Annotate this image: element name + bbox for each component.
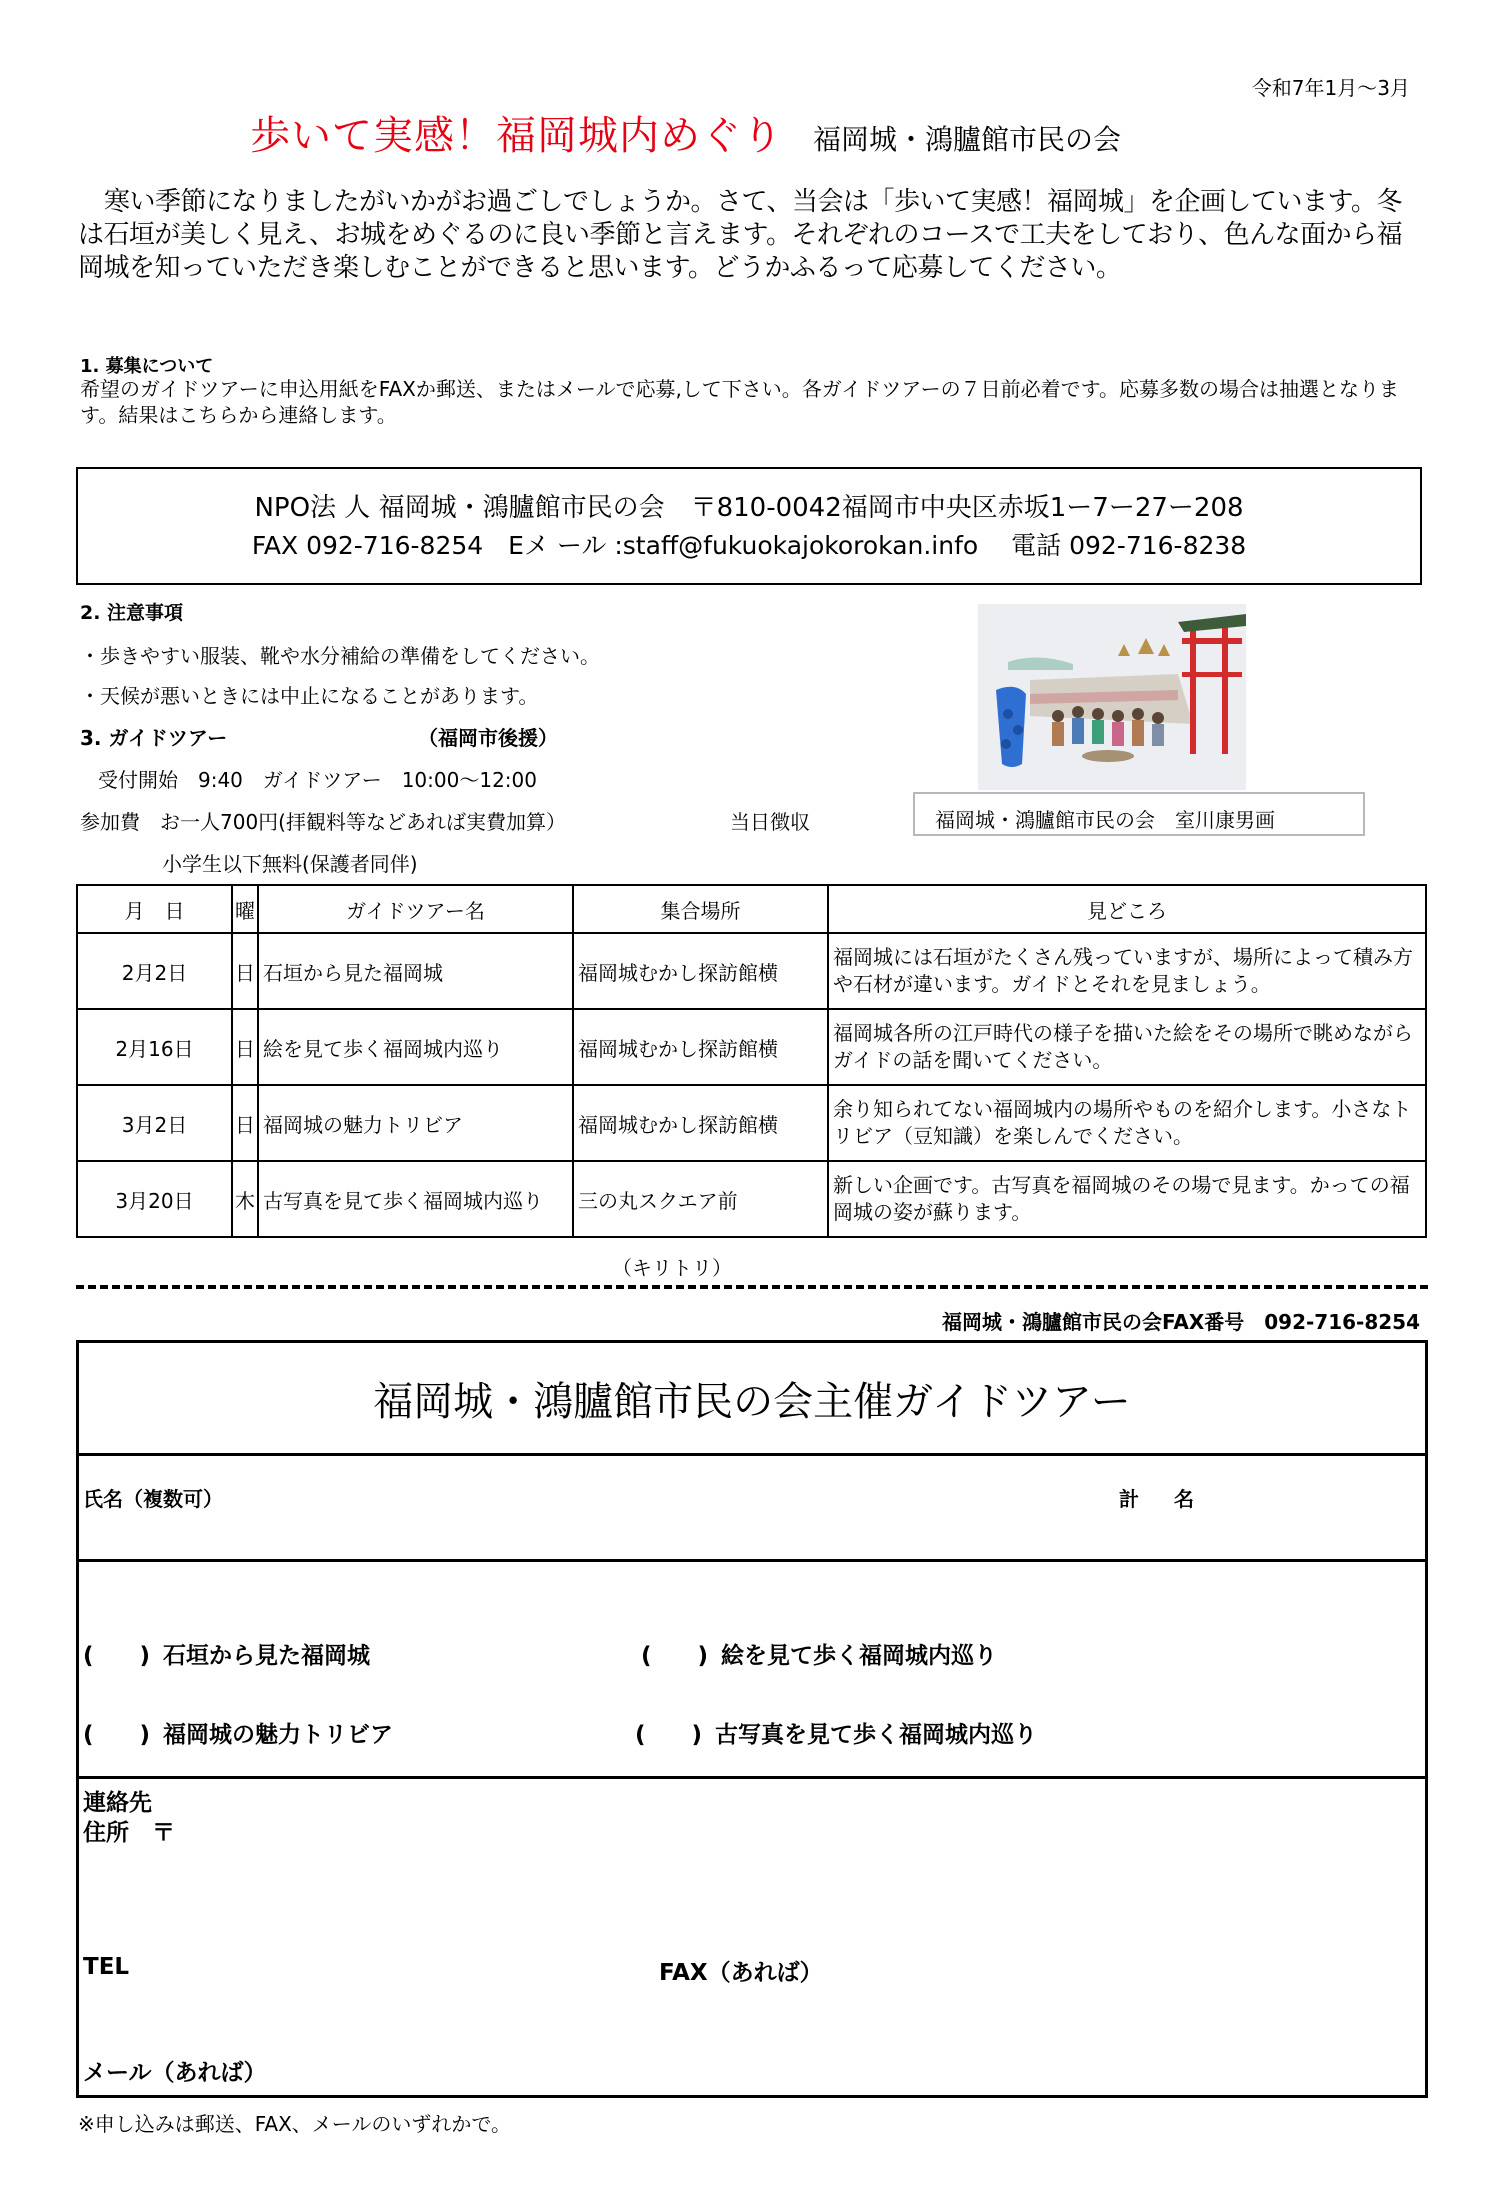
painting-caption: 福岡城・鴻臚館市民の会 室川康男画 [913, 792, 1365, 836]
tour-highlight: 余り知られてない福岡城内の場所やものを紹介します。小さなトリビア（豆知識）を楽しんでください。 [828, 1085, 1426, 1161]
application-form [76, 1340, 1428, 2098]
footnote: ※申し込みは郵送、FAX、メールのいずれかで。 [78, 2112, 512, 2136]
fax-number-note: 福岡城・鴻臚館市民の会FAX番号 092-716-8254 [941, 1310, 1420, 1334]
choice-checkbox[interactable]: ( ) [83, 1643, 151, 1669]
contact-section [79, 1779, 1425, 2104]
tour-name: 福岡城の魅力トリビア [258, 1085, 573, 1161]
tour-date: 3月2日 [77, 1085, 232, 1161]
tour-meeting-place: 福岡城むかし探訪館横 [573, 933, 828, 1009]
tour-date: 2月16日 [77, 1009, 232, 1085]
free-admission-note: 小学生以下無料(保護者同伴) [162, 852, 418, 876]
tour-date: 3月20日 [77, 1161, 232, 1237]
contact-phone-email: FAX 092-716-8254 Eメ ール :staff@fukuokajokorokan.info 電話 092-716-8238 [251, 531, 1247, 560]
tour-choice[interactable] [635, 1716, 1037, 1749]
tour-highlight: 福岡城各所の江戸時代の様子を描いた絵をその場所で眺めながらガイドの話を聞いてください。 [828, 1009, 1426, 1085]
tour-day-of-week: 日 [232, 1085, 258, 1161]
table-row [77, 1085, 1426, 1161]
tel-field[interactable]: TEL [83, 1954, 130, 1980]
note-item: ・天候が悪いときには中止になることがあります。 [80, 684, 539, 708]
choice-label: 石垣から見た福岡城 [163, 1643, 370, 1669]
tour-schedule-table [76, 884, 1427, 1238]
section-recruitment-body: 希望のガイドツアーに申込用紙をFAXか郵送、またはメールで応募,して下さい。各ガイドツアーの７日前必着です。応募多数の場合は抽選となります。結果はこちらから連絡します。 [80, 377, 1400, 427]
table-row [77, 933, 1426, 1009]
painting-image [978, 604, 1246, 790]
section-tour-support: （福岡市後援） [418, 726, 558, 750]
tour-choice[interactable] [83, 1716, 393, 1749]
contact-label: 連絡先 [83, 1790, 152, 1816]
header-meeting-place: 集合場所 [573, 885, 828, 933]
header-day-of-week: 曜 [232, 885, 258, 933]
choice-checkbox[interactable]: ( ) [83, 1722, 151, 1748]
intro-paragraph: 寒い季節になりましたがいかがお過ごしでしょうか。さて、当会は「歩いて実感！福岡城」を企画しています。冬は石垣が美しく見え、お城をめぐるのに良い季節と言えます。それぞれのコースで工夫をしており、色んな面から福岡城を知っていただき楽しむことができると思います。どうかふるって応募してください。 [78, 187, 1403, 283]
tour-day-of-week: 日 [232, 1009, 258, 1085]
tour-choice[interactable] [83, 1637, 370, 1670]
note-item: ・歩きやすい服装、靴や水分補給の準備をしてください。 [80, 644, 600, 668]
address-field[interactable]: 住所 〒 [83, 1820, 175, 1846]
choice-label: 福岡城の魅力トリビア [163, 1722, 393, 1748]
cut-line-divider [76, 1285, 1428, 1289]
choice-label: 古写真を見て歩く福岡城内巡り [715, 1722, 1037, 1748]
table-row [77, 1161, 1426, 1237]
choice-checkbox[interactable]: ( ) [635, 1722, 703, 1748]
tour-times: 受付開始 9:40 ガイドツアー 10:00～12:00 [98, 768, 537, 792]
table-header-row [77, 885, 1426, 933]
painting-illustration [978, 604, 1246, 790]
tour-selection [79, 1562, 1425, 1779]
tour-highlight: 福岡城には石垣がたくさん残っていますが、場所によって積み方や石材が違います。ガイドとそれを見ましょう。 [828, 933, 1426, 1009]
fax-field[interactable]: FAX（あれば） [659, 1960, 823, 1986]
header-date: 月 日 [77, 885, 232, 933]
tour-choice[interactable] [641, 1637, 997, 1670]
tour-meeting-place: 福岡城むかし探訪館横 [573, 1009, 828, 1085]
tour-name: 石垣から見た福岡城 [258, 933, 573, 1009]
headcount-label: 計 名 [1119, 1487, 1194, 1511]
cut-here-label: （キリトリ） [612, 1256, 732, 1280]
organization-name: 福岡城・鴻臚館市民の会 [813, 123, 1122, 156]
email-field[interactable]: メール（あれば） [83, 2060, 267, 2086]
name-label: 氏名（複数可） [83, 1487, 223, 1511]
tour-day-of-week: 日 [232, 933, 258, 1009]
contact-box [76, 467, 1422, 585]
table-row [77, 1009, 1426, 1085]
tour-meeting-place: 福岡城むかし探訪館横 [573, 1085, 828, 1161]
header-tour-name: ガイドツアー名 [258, 885, 573, 933]
contact-address: NPO法 人 福岡城・鴻臚館市民の会 〒810-0042福岡市中央区赤坂1ー7ー27ー208 [254, 493, 1244, 523]
tour-date: 2月2日 [77, 933, 232, 1009]
header-highlights: 見どころ [828, 885, 1426, 933]
tour-name: 古写真を見て歩く福岡城内巡り [258, 1161, 573, 1237]
section-tour-heading: 3. ガイドツアー [80, 726, 228, 750]
fee-collection: 当日徴収 [730, 810, 810, 834]
choice-checkbox[interactable]: ( ) [641, 1643, 709, 1669]
section-notes-heading: 2. 注意事項 [80, 602, 184, 624]
form-title: 福岡城・鴻臚館市民の会主催ガイドツアー [79, 1343, 1425, 1456]
title-row [250, 104, 1121, 161]
section-recruitment-heading: 1. 募集について [80, 356, 214, 377]
tour-day-of-week: 木 [232, 1161, 258, 1237]
participation-fee: 参加費 お一人700円(拝観料等などあれば実費加算） [80, 810, 566, 834]
tour-meeting-place: 三の丸スクエア前 [573, 1161, 828, 1237]
choice-label: 絵を見て歩く福岡城内巡り [721, 1643, 997, 1669]
tour-highlight: 新しい企画です。古写真を福岡城のその場で見ます。かっての福岡城の姿が蘇ります。 [828, 1161, 1426, 1237]
form-name-field[interactable] [79, 1456, 1425, 1562]
tour-name: 絵を見て歩く福岡城内巡り [258, 1009, 573, 1085]
period-label: 令和7年1月～3月 [1251, 76, 1410, 100]
page-title: 歩いて実感！福岡城内めぐり [250, 113, 783, 159]
